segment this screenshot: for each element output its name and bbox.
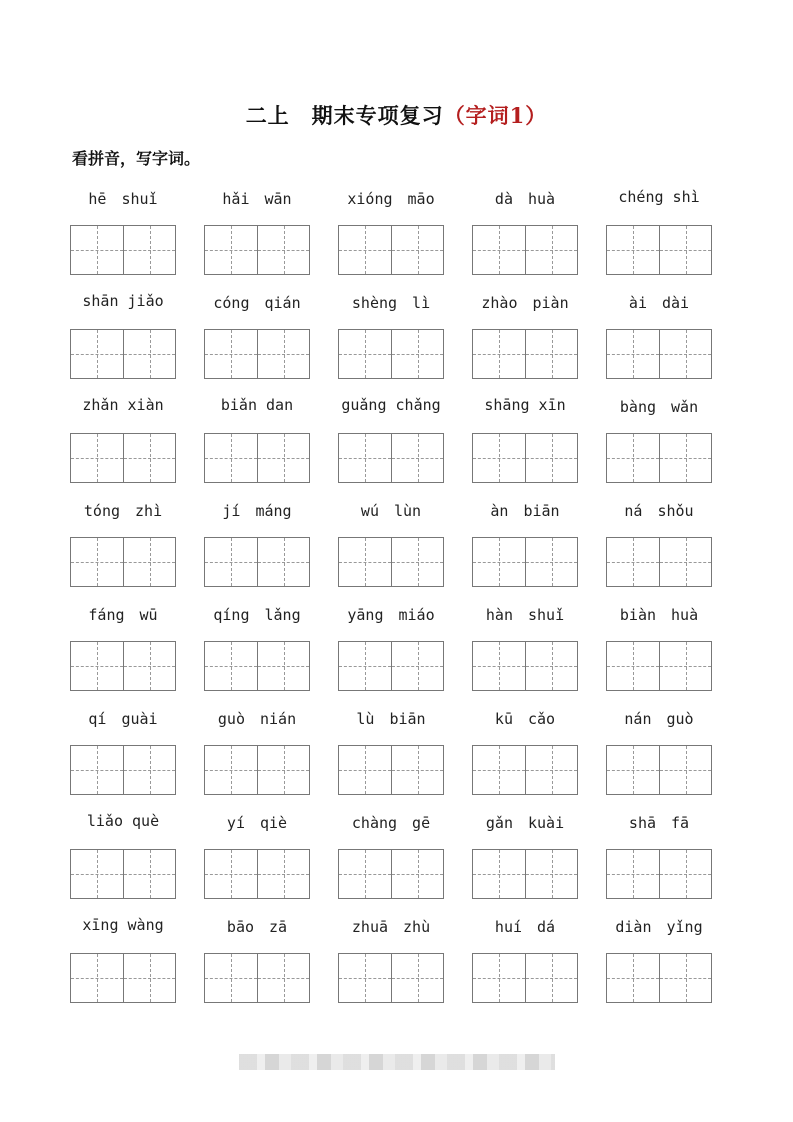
tianzige-cell[interactable] xyxy=(659,538,711,586)
tianzige-cell[interactable] xyxy=(525,746,577,794)
tianzige-cell[interactable] xyxy=(123,954,175,1002)
tianzige-cell[interactable] xyxy=(391,226,443,274)
tianzige-cell[interactable] xyxy=(391,642,443,690)
exercise-item xyxy=(472,916,578,940)
tianzige-cell[interactable] xyxy=(473,434,525,482)
exercise-item xyxy=(606,292,712,316)
tianzige-cell[interactable] xyxy=(525,850,577,898)
exercise-item xyxy=(70,708,176,732)
writing-grid xyxy=(606,849,712,899)
exercise-item xyxy=(338,916,444,940)
exercise-item xyxy=(472,188,578,212)
tianzige-cell[interactable] xyxy=(71,746,123,794)
tianzige-cell[interactable] xyxy=(123,434,175,482)
pinyin-label: liǎo què xyxy=(86,812,160,830)
exercise-item xyxy=(70,188,176,212)
pinyin-label: shān jiǎo xyxy=(82,292,164,310)
pinyin-label: guò nián xyxy=(217,710,297,728)
writing-grid xyxy=(606,225,712,275)
pinyin-label: qí guài xyxy=(88,710,158,728)
tianzige-cell[interactable] xyxy=(123,538,175,586)
pinyin-label: biàn huà xyxy=(619,606,699,624)
writing-grid xyxy=(338,745,444,795)
pinyin-label: zhǎn xiàn xyxy=(82,396,164,414)
tianzige-cell[interactable] xyxy=(473,642,525,690)
tianzige-cell[interactable] xyxy=(205,642,257,690)
tianzige-cell[interactable] xyxy=(71,226,123,274)
tianzige-cell[interactable] xyxy=(607,746,659,794)
pinyin-label: gǎn kuài xyxy=(485,814,565,832)
writing-grid xyxy=(338,225,444,275)
pinyin-label: ná shǒu xyxy=(624,502,694,520)
exercise-item xyxy=(606,708,712,732)
tianzige-cell[interactable] xyxy=(339,954,391,1002)
tianzige-cell[interactable] xyxy=(339,850,391,898)
pinyin-label: bāo zā xyxy=(226,918,288,936)
tianzige-cell[interactable] xyxy=(659,642,711,690)
pinyin-label: shèng lì xyxy=(351,294,431,312)
title-subtitle: （字词1） xyxy=(443,103,548,128)
tianzige-cell[interactable] xyxy=(339,746,391,794)
tianzige-cell[interactable] xyxy=(205,746,257,794)
exercise-item xyxy=(606,396,712,420)
tianzige-cell[interactable] xyxy=(205,850,257,898)
tianzige-cell[interactable] xyxy=(71,642,123,690)
pinyin-label: biǎn dan xyxy=(220,396,294,414)
tianzige-cell[interactable] xyxy=(71,538,123,586)
pinyin-label: bàng wǎn xyxy=(619,398,699,416)
tianzige-cell[interactable] xyxy=(473,954,525,1002)
pinyin-label: cóng qián xyxy=(213,294,301,312)
pinyin-label: jí máng xyxy=(222,502,292,520)
pinyin-label: shā fā xyxy=(628,814,690,832)
pinyin-label: hē shuǐ xyxy=(88,190,158,208)
writing-grid xyxy=(606,537,712,587)
exercise-item xyxy=(204,812,310,836)
instruction-text: 看拼音，写字词。 xyxy=(72,149,201,168)
exercise-item xyxy=(472,812,578,836)
exercise-item xyxy=(338,500,444,524)
exercise-item xyxy=(70,292,176,316)
tianzige-cell[interactable] xyxy=(123,850,175,898)
writing-grid xyxy=(204,329,310,379)
exercise-item xyxy=(204,500,310,524)
tianzige-cell[interactable] xyxy=(659,434,711,482)
exercise-item xyxy=(338,708,444,732)
pinyin-label: qíng lǎng xyxy=(213,606,301,624)
writing-grid xyxy=(472,537,578,587)
tianzige-cell[interactable] xyxy=(205,954,257,1002)
exercise-item xyxy=(338,188,444,212)
exercise-item xyxy=(472,500,578,524)
writing-grid xyxy=(472,745,578,795)
tianzige-cell[interactable] xyxy=(607,538,659,586)
writing-grid xyxy=(204,745,310,795)
writing-grid xyxy=(606,641,712,691)
pinyin-label: huí dá xyxy=(494,918,556,936)
writing-grid xyxy=(472,641,578,691)
tianzige-cell[interactable] xyxy=(607,226,659,274)
tianzige-cell[interactable] xyxy=(473,538,525,586)
tianzige-cell[interactable] xyxy=(391,746,443,794)
writing-grid xyxy=(338,641,444,691)
tianzige-cell[interactable] xyxy=(525,538,577,586)
writing-grid xyxy=(70,433,176,483)
writing-grid xyxy=(472,433,578,483)
writing-grid xyxy=(70,537,176,587)
exercise-item xyxy=(70,500,176,524)
tianzige-cell[interactable] xyxy=(339,642,391,690)
tianzige-cell[interactable] xyxy=(257,434,309,482)
pinyin-label: àn biān xyxy=(490,502,560,520)
pinyin-label: wú lùn xyxy=(360,502,422,520)
tianzige-cell[interactable] xyxy=(391,954,443,1002)
exercise-item xyxy=(606,812,712,836)
writing-grid xyxy=(472,953,578,1003)
tianzige-cell[interactable] xyxy=(71,850,123,898)
exercise-item xyxy=(606,188,712,212)
exercise-item xyxy=(70,812,176,836)
exercise-item xyxy=(338,604,444,628)
exercise-item xyxy=(204,292,310,316)
tianzige-cell[interactable] xyxy=(71,330,123,378)
writing-grid xyxy=(606,329,712,379)
tianzige-cell[interactable] xyxy=(257,954,309,1002)
exercise-item xyxy=(70,604,176,628)
writing-grid xyxy=(472,849,578,899)
tianzige-cell[interactable] xyxy=(123,746,175,794)
pinyin-label: chéng shì xyxy=(618,188,700,206)
exercise-item xyxy=(472,604,578,628)
title-main: 二上 期末专项复习 xyxy=(245,103,444,128)
writing-grid xyxy=(70,953,176,1003)
tianzige-cell[interactable] xyxy=(205,226,257,274)
tianzige-cell[interactable] xyxy=(257,746,309,794)
tianzige-cell[interactable] xyxy=(525,330,577,378)
tianzige-cell[interactable] xyxy=(123,330,175,378)
exercise-item xyxy=(472,708,578,732)
tianzige-cell[interactable] xyxy=(659,954,711,1002)
tianzige-cell[interactable] xyxy=(257,642,309,690)
tianzige-cell[interactable] xyxy=(659,330,711,378)
writing-grid xyxy=(338,329,444,379)
pinyin-label: lù biān xyxy=(356,710,426,728)
pinyin-label: yāng miáo xyxy=(347,606,435,624)
writing-grid xyxy=(70,745,176,795)
pinyin-label: chàng gē xyxy=(351,814,431,832)
pinyin-label: tóng zhì xyxy=(83,502,163,520)
exercise-item xyxy=(204,188,310,212)
tianzige-cell[interactable] xyxy=(257,850,309,898)
tianzige-cell[interactable] xyxy=(205,330,257,378)
writing-grid xyxy=(204,225,310,275)
pinyin-label: zhuā zhù xyxy=(351,918,431,936)
tianzige-cell[interactable] xyxy=(659,226,711,274)
tianzige-cell[interactable] xyxy=(659,850,711,898)
tianzige-cell[interactable] xyxy=(339,434,391,482)
exercise-item xyxy=(472,396,578,420)
writing-grid xyxy=(204,849,310,899)
tianzige-cell[interactable] xyxy=(473,746,525,794)
tianzige-cell[interactable] xyxy=(123,642,175,690)
writing-grid xyxy=(204,641,310,691)
tianzige-cell[interactable] xyxy=(525,954,577,1002)
tianzige-cell[interactable] xyxy=(123,226,175,274)
tianzige-cell[interactable] xyxy=(71,434,123,482)
writing-grid xyxy=(70,641,176,691)
writing-grid xyxy=(606,433,712,483)
exercise-item xyxy=(606,500,712,524)
pinyin-label: kū cǎo xyxy=(494,710,556,728)
exercise-item xyxy=(70,396,176,420)
pinyin-label: fáng wū xyxy=(88,606,158,624)
pinyin-label: hǎi wān xyxy=(222,190,292,208)
writing-grid xyxy=(204,433,310,483)
writing-grid xyxy=(606,745,712,795)
writing-grid xyxy=(338,849,444,899)
blurred-footer-watermark xyxy=(239,1054,555,1070)
page-title xyxy=(0,100,793,130)
exercise-item xyxy=(606,604,712,628)
tianzige-cell[interactable] xyxy=(391,330,443,378)
tianzige-cell[interactable] xyxy=(71,954,123,1002)
writing-grid xyxy=(338,953,444,1003)
pinyin-label: diàn yǐng xyxy=(615,918,703,936)
tianzige-cell[interactable] xyxy=(391,538,443,586)
pinyin-label: xīng wàng xyxy=(82,916,164,934)
exercise-item xyxy=(338,812,444,836)
tianzige-cell[interactable] xyxy=(205,538,257,586)
pinyin-label: guǎng chǎng xyxy=(341,396,441,414)
exercise-item xyxy=(338,396,444,420)
pinyin-label: zhào piàn xyxy=(481,294,569,312)
pinyin-label: xióng māo xyxy=(347,190,435,208)
exercise-item xyxy=(606,916,712,940)
exercise-item xyxy=(472,292,578,316)
exercise-item xyxy=(204,708,310,732)
tianzige-cell[interactable] xyxy=(607,642,659,690)
tianzige-cell[interactable] xyxy=(391,850,443,898)
writing-grid xyxy=(70,225,176,275)
writing-grid xyxy=(70,329,176,379)
tianzige-cell[interactable] xyxy=(607,330,659,378)
writing-grid xyxy=(472,225,578,275)
writing-grid xyxy=(472,329,578,379)
pinyin-label: yí qiè xyxy=(226,814,288,832)
tianzige-cell[interactable] xyxy=(525,642,577,690)
tianzige-cell[interactable] xyxy=(205,434,257,482)
tianzige-cell[interactable] xyxy=(473,226,525,274)
tianzige-cell[interactable] xyxy=(391,434,443,482)
tianzige-cell[interactable] xyxy=(339,226,391,274)
tianzige-cell[interactable] xyxy=(525,434,577,482)
tianzige-cell[interactable] xyxy=(659,746,711,794)
writing-grid xyxy=(338,537,444,587)
tianzige-cell[interactable] xyxy=(525,226,577,274)
tianzige-cell[interactable] xyxy=(257,226,309,274)
pinyin-label: shāng xīn xyxy=(484,396,566,414)
pinyin-label: dà huà xyxy=(494,190,556,208)
tianzige-cell[interactable] xyxy=(339,330,391,378)
tianzige-cell[interactable] xyxy=(473,330,525,378)
tianzige-cell[interactable] xyxy=(607,850,659,898)
writing-grid xyxy=(204,953,310,1003)
writing-grid xyxy=(204,537,310,587)
tianzige-cell[interactable] xyxy=(339,538,391,586)
pinyin-label: nán guò xyxy=(624,710,694,728)
writing-grid xyxy=(338,433,444,483)
tianzige-cell[interactable] xyxy=(257,538,309,586)
writing-grid xyxy=(606,953,712,1003)
tianzige-cell[interactable] xyxy=(473,850,525,898)
exercise-item xyxy=(204,396,310,420)
exercise-item xyxy=(338,292,444,316)
pinyin-label: ài dài xyxy=(628,294,690,312)
exercise-item xyxy=(204,604,310,628)
exercise-item xyxy=(204,916,310,940)
writing-grid xyxy=(70,849,176,899)
pinyin-label: hàn shuǐ xyxy=(485,606,565,624)
exercise-item xyxy=(70,916,176,940)
tianzige-cell[interactable] xyxy=(607,954,659,1002)
tianzige-cell[interactable] xyxy=(607,434,659,482)
tianzige-cell[interactable] xyxy=(257,330,309,378)
